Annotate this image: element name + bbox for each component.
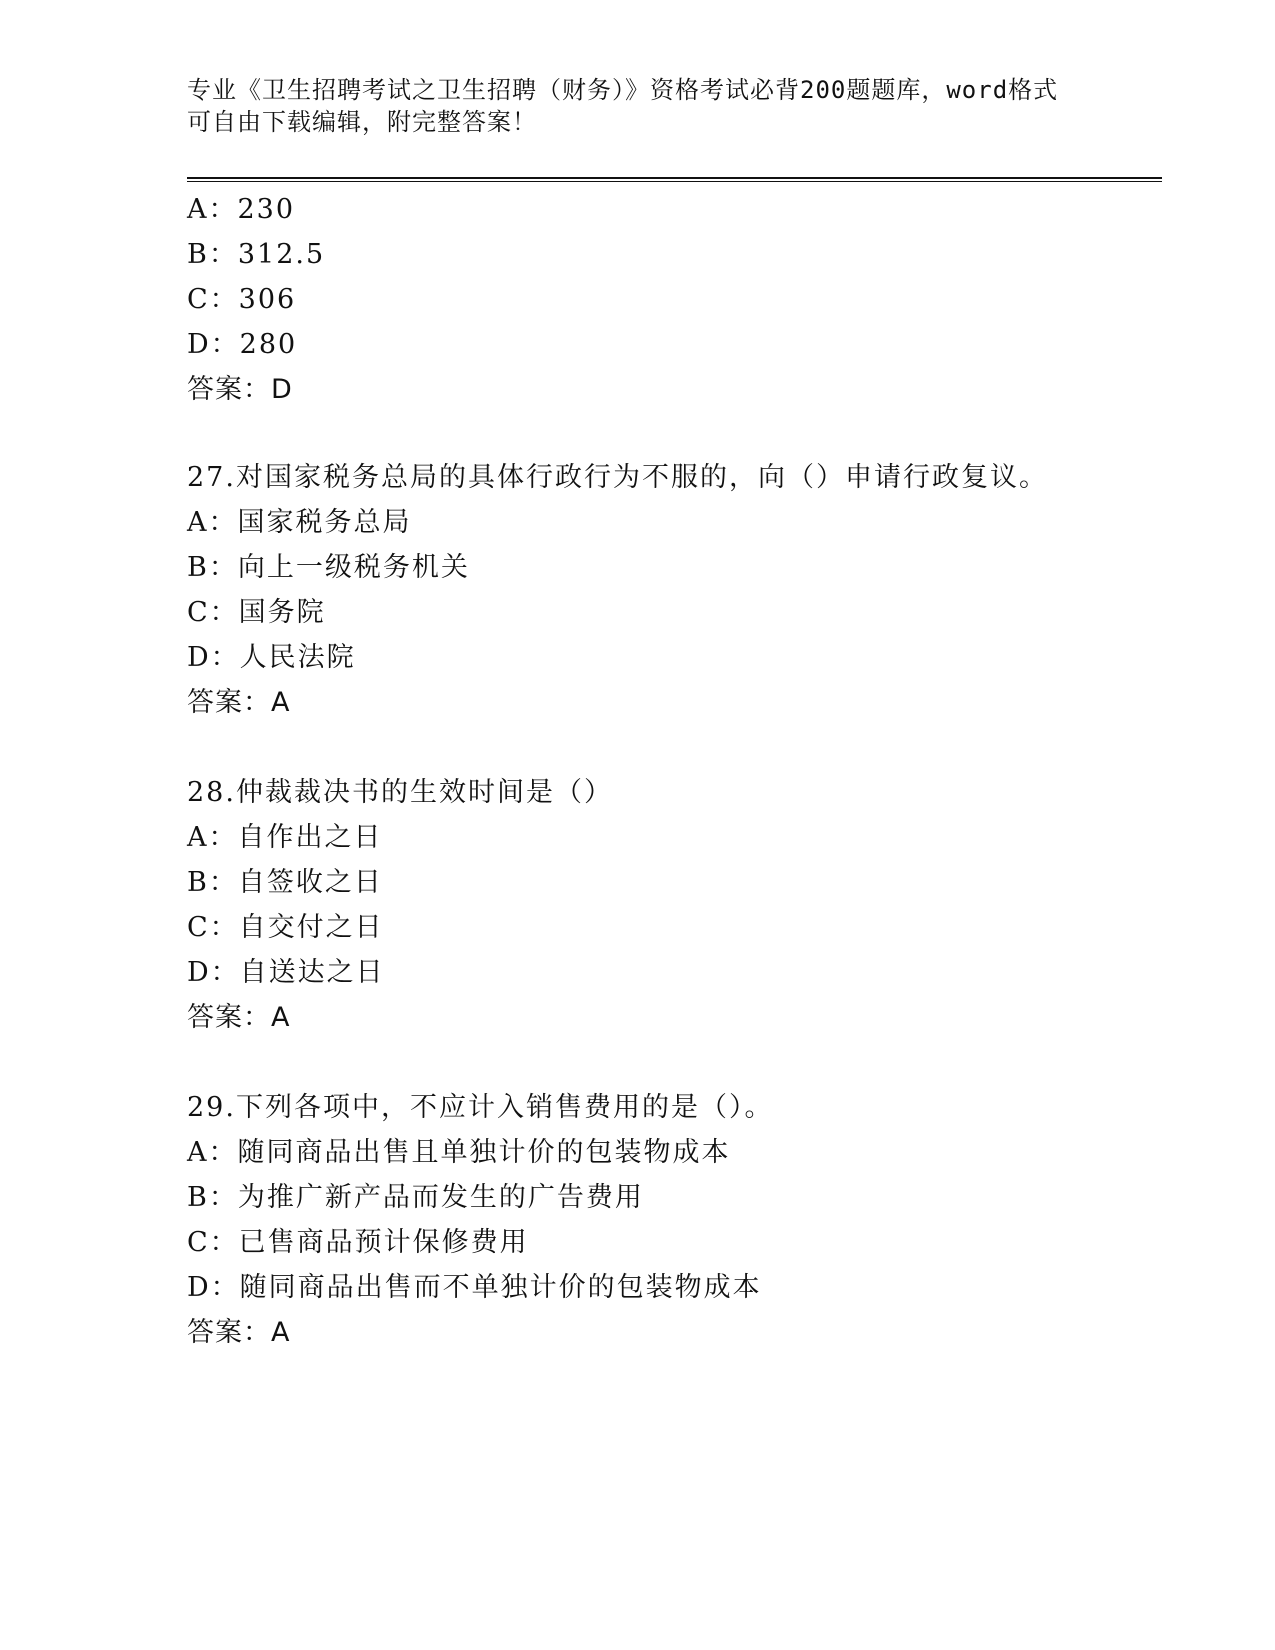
answer: 答案：A bbox=[187, 1317, 291, 1348]
option-d: D：人民法院 bbox=[187, 642, 356, 673]
option-a: A：国家税务总局 bbox=[187, 507, 412, 538]
option-c: C：国务院 bbox=[187, 597, 326, 628]
answer: 答案：A bbox=[187, 1002, 291, 1033]
option-a: A：230 bbox=[187, 194, 296, 225]
option-c: C：306 bbox=[187, 284, 297, 315]
option-c: C：已售商品预计保修费用 bbox=[187, 1227, 529, 1258]
header-line-1: 专业《卫生招聘考试之卫生招聘（财务）》资格考试必背200题题库，word格式 bbox=[187, 76, 1059, 104]
document-header bbox=[187, 74, 1087, 138]
header-divider bbox=[187, 177, 1162, 179]
option-b: B：312.5 bbox=[187, 239, 326, 270]
question-text: 27.对国家税务总局的具体行政行为不服的，向（）申请行政复议。 bbox=[187, 462, 1048, 493]
option-a: A：自作出之日 bbox=[187, 822, 383, 853]
option-b: B：向上一级税务机关 bbox=[187, 552, 470, 583]
option-a: A：随同商品出售且单独计价的包装物成本 bbox=[187, 1137, 731, 1168]
answer: 答案：A bbox=[187, 687, 291, 718]
option-b: B：为推广新产品而发生的广告费用 bbox=[187, 1182, 644, 1213]
option-b: B：自签收之日 bbox=[187, 867, 383, 898]
option-d: D：280 bbox=[187, 329, 298, 360]
option-d: D：随同商品出售而不单独计价的包装物成本 bbox=[187, 1272, 762, 1303]
option-c: C：自交付之日 bbox=[187, 912, 384, 943]
question-text: 28.仲裁裁决书的生效时间是（） bbox=[187, 777, 613, 808]
question-text: 29.下列各项中，不应计入销售费用的是（）。 bbox=[187, 1092, 774, 1123]
answer: 答案：D bbox=[187, 374, 293, 405]
header-divider-thin bbox=[187, 181, 1162, 182]
header-line-2: 可自由下载编辑，附完整答案！ bbox=[187, 108, 537, 136]
option-d: D：自送达之日 bbox=[187, 957, 385, 988]
